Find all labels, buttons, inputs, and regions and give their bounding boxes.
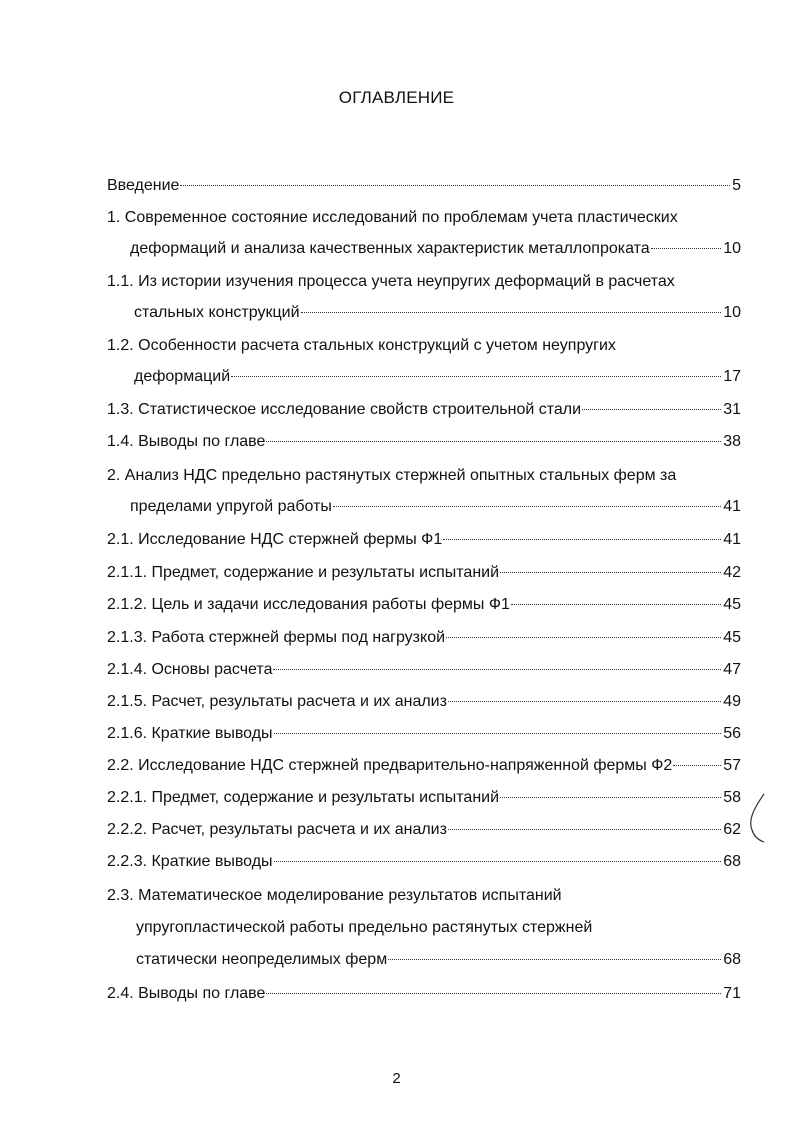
toc-entry-title[interactable]: 1.2. Особенности расчета стальных конструкций с учетом неупругих bbox=[107, 337, 616, 354]
toc-entry-title: 2.1.2. Цель и задачи исследования работы фермы Ф1 bbox=[107, 596, 510, 613]
page-number: 2 bbox=[392, 1070, 401, 1087]
dot-leader bbox=[274, 733, 722, 734]
toc-entry-page: 68 bbox=[723, 853, 741, 870]
toc-entry-page: 57 bbox=[723, 757, 741, 774]
toc-entry-page: 45 bbox=[723, 629, 741, 646]
toc-entry-title: 2.4. Выводы по главе bbox=[107, 985, 266, 1002]
toc-entry-title: 1.3. Статистическое исследование свойств строительной стали bbox=[107, 401, 582, 418]
toc-entry[interactable] bbox=[107, 982, 741, 1006]
toc-entry-title: 2.1. Исследование НДС стержней фермы Ф1 bbox=[107, 531, 443, 548]
toc-entry[interactable] bbox=[107, 561, 741, 585]
toc-entry[interactable] bbox=[107, 430, 741, 454]
dot-leader bbox=[180, 185, 730, 186]
toc-entry-title: 2.2. Исследование НДС стержней предварительно-напряженной фермы Ф2 bbox=[107, 757, 673, 774]
toc-entry[interactable] bbox=[107, 690, 741, 714]
dot-leader bbox=[500, 572, 721, 573]
toc-entry-page: 56 bbox=[723, 725, 741, 742]
dot-leader bbox=[333, 506, 721, 507]
toc-entry-page: 49 bbox=[723, 693, 741, 710]
toc-entry[interactable] bbox=[130, 495, 741, 519]
toc-entry-page: 58 bbox=[723, 789, 741, 806]
toc-entry[interactable] bbox=[107, 850, 741, 874]
toc-entry[interactable] bbox=[107, 818, 741, 842]
toc-entry-title: 2.1.3. Работа стержней фермы под нагрузкой bbox=[107, 629, 446, 646]
toc-entry-title: 2.2.2. Расчет, результаты расчета и их анализ bbox=[107, 821, 447, 838]
dot-leader bbox=[231, 376, 721, 377]
toc-entry-page: 10 bbox=[723, 240, 741, 257]
dot-leader bbox=[266, 993, 721, 994]
toc-entry-page: 5 bbox=[732, 177, 741, 194]
toc-entry-title: 1.4. Выводы по главе bbox=[107, 433, 266, 450]
dot-leader bbox=[274, 861, 722, 862]
toc-entry[interactable] bbox=[107, 626, 741, 650]
dot-leader bbox=[673, 765, 721, 766]
dot-leader bbox=[266, 441, 721, 442]
toc-entry-title: стальных конструкций bbox=[134, 304, 300, 321]
toc-entry-title: статически неопределимых ферм bbox=[136, 951, 388, 968]
dot-leader bbox=[448, 701, 721, 702]
dot-leader bbox=[448, 829, 721, 830]
toc-entry-title: 2.1.5. Расчет, результаты расчета и их анализ bbox=[107, 693, 447, 710]
toc-entry[interactable] bbox=[107, 786, 741, 810]
toc-entry-title[interactable]: 1. Современное состояние исследований по проблемам учета пластических bbox=[107, 209, 678, 226]
dot-leader bbox=[511, 604, 721, 605]
handwritten-bracket-mark bbox=[742, 790, 772, 850]
toc-entry[interactable] bbox=[134, 365, 741, 389]
toc-entry-title: пределами упругой работы bbox=[130, 498, 332, 515]
toc-entry-title[interactable]: 2.3. Математическое моделирование результатов испытаний bbox=[107, 887, 562, 904]
toc-entry-title: деформаций и анализа качественных характеристик металлопроката bbox=[130, 240, 650, 257]
toc-entry[interactable] bbox=[107, 174, 741, 198]
toc-entry[interactable] bbox=[136, 948, 741, 972]
toc-entry[interactable] bbox=[107, 593, 741, 617]
toc-entry[interactable] bbox=[107, 528, 741, 552]
page-title: ОГЛАВЛЕНИЕ bbox=[338, 88, 455, 107]
toc-entry[interactable] bbox=[107, 658, 741, 682]
toc-entry-page: 17 bbox=[723, 368, 741, 385]
toc-entry-page: 47 bbox=[723, 661, 741, 678]
dot-leader bbox=[446, 637, 721, 638]
toc-entry-title: 2.1.6. Краткие выводы bbox=[107, 725, 273, 742]
toc-entry-page: 45 bbox=[723, 596, 741, 613]
toc-entry-page: 10 bbox=[723, 304, 741, 321]
toc-entry-title[interactable]: 2. Анализ НДС предельно растянутых стержней опытных стальных ферм за bbox=[107, 467, 677, 484]
toc-entry-title: 2.2.3. Краткие выводы bbox=[107, 853, 273, 870]
toc-entry-title: 2.1.4. Основы расчета bbox=[107, 661, 273, 678]
toc-entry-title[interactable]: упругопластической работы предельно растянутых стержней bbox=[136, 919, 593, 936]
dot-leader bbox=[443, 539, 721, 540]
toc-entry[interactable] bbox=[107, 754, 741, 778]
toc-entry-page: 68 bbox=[723, 951, 741, 968]
dot-leader bbox=[651, 248, 722, 249]
toc-entry-page: 71 bbox=[723, 985, 741, 1002]
toc-entry[interactable] bbox=[107, 722, 741, 746]
toc-entry[interactable] bbox=[130, 237, 741, 261]
toc-entry-title: деформаций bbox=[134, 368, 231, 385]
dot-leader bbox=[388, 959, 721, 960]
dot-leader bbox=[301, 312, 722, 313]
toc-entry-title: 2.1.1. Предмет, содержание и результаты испытаний bbox=[107, 564, 500, 581]
toc-entry-page: 38 bbox=[723, 433, 741, 450]
toc-entry-page: 41 bbox=[723, 498, 741, 515]
dot-leader bbox=[500, 797, 721, 798]
dot-leader bbox=[273, 669, 721, 670]
toc-entry-page: 31 bbox=[723, 401, 741, 418]
dot-leader bbox=[582, 409, 721, 410]
toc-entry-title: 2.2.1. Предмет, содержание и результаты испытаний bbox=[107, 789, 500, 806]
toc-entry[interactable] bbox=[134, 301, 741, 325]
toc-entry[interactable] bbox=[107, 398, 741, 422]
toc-entry-page: 42 bbox=[723, 564, 741, 581]
toc-entry-page: 62 bbox=[723, 821, 741, 838]
toc-entry-page: 41 bbox=[723, 531, 741, 548]
toc-entry-title: Введение bbox=[107, 177, 180, 194]
toc-entry-title[interactable]: 1.1. Из истории изучения процесса учета неупругих деформаций в расчетах bbox=[107, 273, 675, 290]
